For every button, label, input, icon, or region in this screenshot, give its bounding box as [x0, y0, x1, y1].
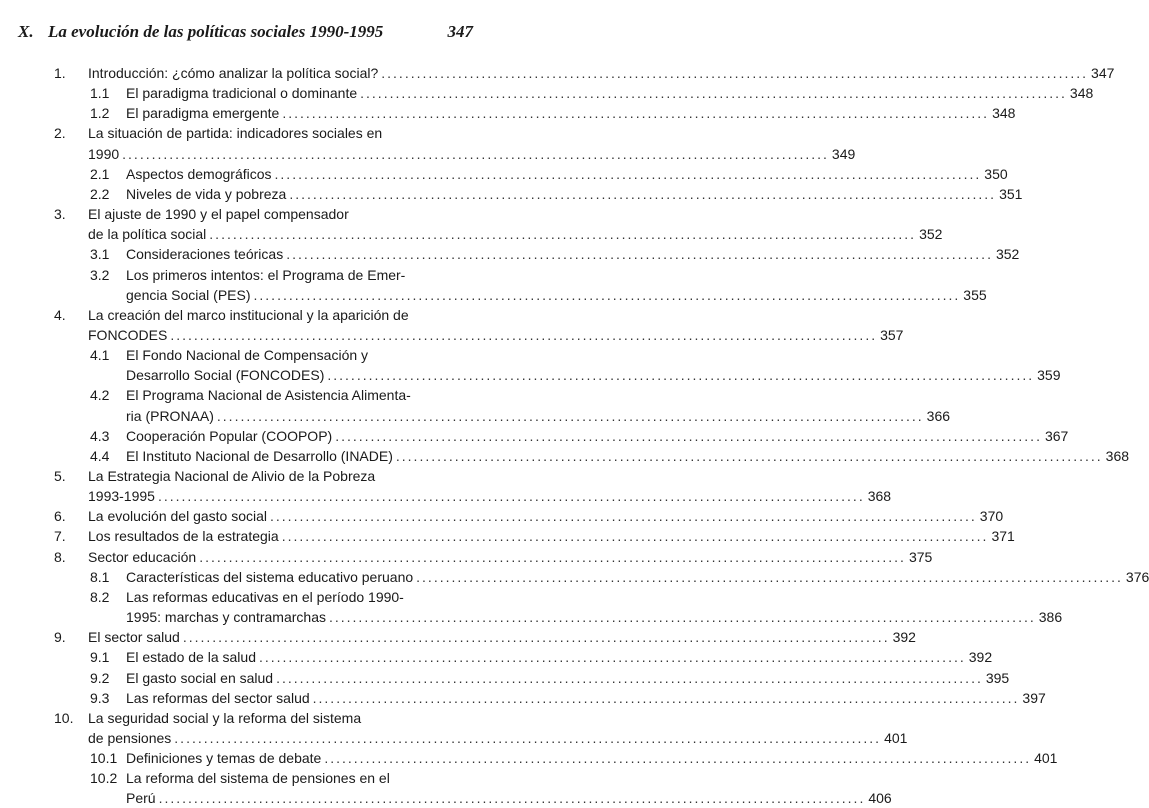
toc-entry-number: 2.: [54, 125, 66, 142]
chapter-number: X.: [18, 22, 34, 41]
toc-entry-title: ria (PRONAA): [126, 407, 214, 424]
toc-entry-title: El ajuste de 1990 y el papel compensador: [88, 206, 349, 223]
toc-entry-title: El paradigma tradicional o dominante: [126, 85, 358, 102]
toc-entry-page: 349: [831, 145, 856, 162]
toc-entry-title: El sector salud: [88, 629, 180, 646]
toc-entry: [0, 345, 489, 365]
toc-entry-page: 401: [1034, 750, 1058, 767]
toc-entry: [0, 607, 1063, 627]
toc-entry-number: 1.: [54, 65, 66, 81]
toc-entry: [0, 486, 892, 506]
toc-entry-title: Niveles de vida y pobreza: [126, 185, 287, 202]
toc-entry: [0, 708, 489, 728]
toc-entry-number: 10.2: [90, 770, 118, 787]
toc-entry-page: 386: [1038, 609, 1063, 626]
toc-entry: [0, 204, 489, 224]
toc-entry: [0, 265, 489, 285]
toc-entry-title: La Estrategia Nacional de Alivio de la Pobreza: [88, 468, 376, 484]
toc-entry-page: 397: [1022, 689, 1046, 706]
toc-entry: [0, 184, 1023, 204]
toc-dot-leader: ........................................................................................................................: [282, 105, 990, 122]
toc-entry-title: Consideraciones teóricas: [126, 246, 284, 263]
toc-entry-title: gencia Social (PES): [126, 286, 251, 303]
toc-entry-title: La reforma del sistema de pensiones en el: [126, 770, 390, 787]
toc-entry-page: 392: [892, 629, 916, 646]
toc-dot-leader: ........................................................................................................................: [276, 669, 983, 686]
toc-entry-page: 375: [908, 548, 933, 565]
toc-entry-title: 1993-1995: [88, 488, 155, 505]
toc-entry-title: Los resultados de la estrategia: [88, 528, 279, 545]
toc-dot-leader: ........................................................................................................................: [270, 508, 977, 525]
toc-entry: [0, 506, 1004, 526]
toc-entry: [0, 103, 1016, 123]
toc-entry-title: Características del sistema educativo peruano: [126, 568, 414, 585]
toc-entry-title: de pensiones: [88, 729, 172, 746]
toc-entry-number: 3.2: [90, 266, 110, 283]
toc-entry-number: 8.: [54, 548, 66, 565]
toc-entry-page: 352: [995, 246, 1020, 263]
toc-entry-title: Aspectos demográficos: [126, 165, 272, 182]
toc-entry: [0, 647, 993, 667]
toc-entry-number: 3.: [54, 206, 66, 223]
toc-entry-title: Definiciones y temas de debate: [126, 750, 322, 767]
toc-entry-number: 9.2: [90, 669, 110, 686]
toc-entry: [0, 668, 1010, 688]
toc-entry-number: 9.1: [90, 649, 110, 666]
toc-entry: [0, 244, 1020, 264]
toc-entry-number: 9.: [54, 629, 66, 646]
toc-entry-title: 1995: marchas y contramarchas: [126, 609, 326, 626]
toc-dot-leader: ........................................................................................................................: [327, 367, 1035, 384]
toc-dot-leader: ........................................................................................................................: [170, 326, 878, 343]
toc-entry-page: 352: [919, 226, 943, 243]
toc-entry-number: 10.: [54, 709, 74, 726]
toc-dot-leader: ........................................................................................................................: [122, 145, 829, 162]
toc-entry-title: El paradigma emergente: [126, 105, 280, 122]
toc-entry-title: Perú: [126, 790, 156, 807]
toc-entry-page: 406: [868, 790, 892, 807]
toc-entry: [0, 426, 1069, 446]
toc-entry-page: 371: [991, 528, 1015, 545]
toc-entry-number: 6.: [54, 508, 66, 525]
toc-dot-leader: ........................................................................................................................: [216, 407, 924, 424]
toc-dot-leader: ........................................................................................................................: [324, 750, 1032, 767]
toc-entry-page: 348: [1069, 85, 1094, 102]
toc-entry-number: 4.: [54, 306, 66, 323]
toc-entry-title: Desarrollo Social (FONCODES): [126, 367, 325, 384]
toc-entry-page: 392: [968, 649, 993, 666]
toc-entry: [0, 688, 1046, 708]
toc-dot-leader: ........................................................................................................................: [174, 729, 882, 746]
toc-entry: [0, 466, 489, 486]
chapter-page: 347: [447, 22, 473, 41]
toc-entry: [0, 728, 908, 748]
toc-dot-leader: ........................................................................................................................: [158, 790, 866, 807]
toc-entry: [0, 406, 951, 426]
toc-entry-number: 4.3: [90, 427, 110, 444]
toc-entry: [0, 325, 904, 345]
toc-entry-title: de la política social: [88, 226, 207, 243]
toc-entry-title: Cooperación Popular (COOPOP): [126, 427, 333, 444]
toc-dot-leader: ........................................................................................................................: [416, 568, 1123, 585]
toc-entry-number: 2.2: [90, 185, 110, 202]
toc-entry-title: La seguridad social y la reforma del sistema: [88, 709, 362, 726]
toc-entry-title: Las reformas educativas en el período 1990-: [126, 588, 404, 605]
toc-entry: [0, 224, 943, 244]
toc-dot-leader: ........................................................................................................................: [395, 447, 1103, 464]
toc-dot-leader: ........................................................................................................................: [199, 548, 906, 565]
toc-entry-number: 1.1: [90, 85, 110, 102]
toc-entry-page: 351: [999, 185, 1023, 202]
toc-entry-page: 355: [963, 286, 987, 303]
chapter-header: [18, 22, 473, 42]
toc-entry-title: El Fondo Nacional de Compensación y: [126, 347, 369, 364]
toc-entry: [0, 748, 1058, 768]
toc-entry-number: 4.4: [90, 447, 110, 464]
toc-entry: [0, 63, 1115, 83]
toc-entry-title: Sector educación: [88, 548, 197, 565]
toc-entry-page: 359: [1037, 367, 1061, 384]
toc-entry: [0, 547, 933, 567]
toc-entry-page: 367: [1044, 427, 1069, 444]
toc-dot-leader: ........................................................................................................................: [381, 65, 1089, 81]
toc-entry-number: 10.1: [90, 750, 118, 767]
toc-entry-title: La evolución del gasto social: [88, 508, 268, 525]
toc-dot-leader: ........................................................................................................................: [253, 286, 961, 303]
toc-entry-page: 350: [984, 165, 1008, 182]
toc-entry-number: 8.1: [90, 568, 110, 585]
toc-entry-title: Los primeros intentos: el Programa de Emer-: [126, 266, 406, 283]
toc-entry-page: 368: [867, 488, 892, 505]
toc-entry-title: 1990: [88, 145, 120, 162]
toc-entry: [0, 144, 856, 164]
toc-entry-title: El estado de la salud: [126, 649, 256, 666]
toc-dot-leader: ........................................................................................................................: [312, 689, 1020, 706]
toc-dot-leader: ........................................................................................................................: [335, 427, 1042, 444]
toc-entry-number: 4.1: [90, 347, 110, 364]
toc-entry-page: 395: [985, 669, 1010, 686]
toc-entry-page: 368: [1105, 447, 1130, 464]
toc-entry: [0, 385, 489, 405]
toc-entry-title: El Programa Nacional de Asistencia Alimenta-: [126, 387, 411, 404]
toc-entry-number: 3.1: [90, 246, 110, 263]
toc-entry-title: Las reformas del sector salud: [126, 689, 310, 706]
toc-entry-number: 9.3: [90, 689, 110, 706]
toc-entry: [0, 164, 1008, 184]
toc-entry: [0, 305, 489, 325]
toc-entry: [0, 83, 1094, 103]
toc-entry: [0, 123, 489, 143]
toc-entry-number: 2.1: [90, 165, 110, 182]
toc-entry-title: El gasto social en salud: [126, 669, 274, 686]
toc-entry: [0, 526, 1015, 546]
toc-entry-page: 376: [1125, 568, 1149, 585]
toc-entry-number: 7.: [54, 528, 66, 545]
toc-entry: [0, 587, 489, 607]
chapter-title: La evolución de las políticas sociales 1990-1995: [48, 22, 384, 41]
toc-entry-title: La situación de partida: indicadores sociales en: [88, 125, 383, 142]
toc-dot-leader: ........................................................................................................................: [157, 488, 865, 505]
toc-entry-page: 357: [880, 326, 904, 343]
toc-dot-leader: ........................................................................................................................: [281, 528, 989, 545]
toc-dot-leader: ........................................................................................................................: [289, 185, 997, 202]
toc-entry: [0, 768, 489, 788]
toc-entry-number: 5.: [54, 468, 66, 484]
toc-entry: [0, 285, 987, 305]
toc-dot-leader: ........................................................................................................................: [258, 649, 966, 666]
toc-entry-page: 370: [979, 508, 1004, 525]
toc-entry-number: 8.2: [90, 588, 110, 605]
toc-entry-title: El Instituto Nacional de Desarrollo (INADE): [126, 447, 393, 464]
toc-entry: [0, 627, 916, 647]
toc-entry-number: 4.2: [90, 387, 110, 404]
toc-entry-page: 366: [926, 407, 951, 424]
toc-entry-title: La creación del marco institucional y la aparición de: [88, 306, 409, 323]
toc-entry-page: 401: [884, 729, 908, 746]
toc-entry-page: 348: [992, 105, 1016, 122]
toc-entry-title: FONCODES: [88, 326, 168, 343]
toc-entry-page: 347: [1091, 65, 1115, 81]
toc-entry: [0, 365, 1061, 385]
toc-entry-number: 1.2: [90, 105, 110, 122]
toc-dot-leader: ........................................................................................................................: [182, 629, 890, 646]
toc-dot-leader: ........................................................................................................................: [209, 226, 917, 243]
toc-entry: [0, 446, 1130, 466]
toc-dot-leader: ........................................................................................................................: [274, 165, 982, 182]
toc-entry: [0, 788, 892, 808]
toc-dot-leader: ........................................................................................................................: [328, 609, 1036, 626]
toc-entry-title: Introducción: ¿cómo analizar la política social?: [88, 65, 379, 81]
toc-dot-leader: ........................................................................................................................: [286, 246, 993, 263]
toc-dot-leader: ........................................................................................................................: [360, 85, 1067, 102]
toc-entry: [0, 567, 1149, 587]
